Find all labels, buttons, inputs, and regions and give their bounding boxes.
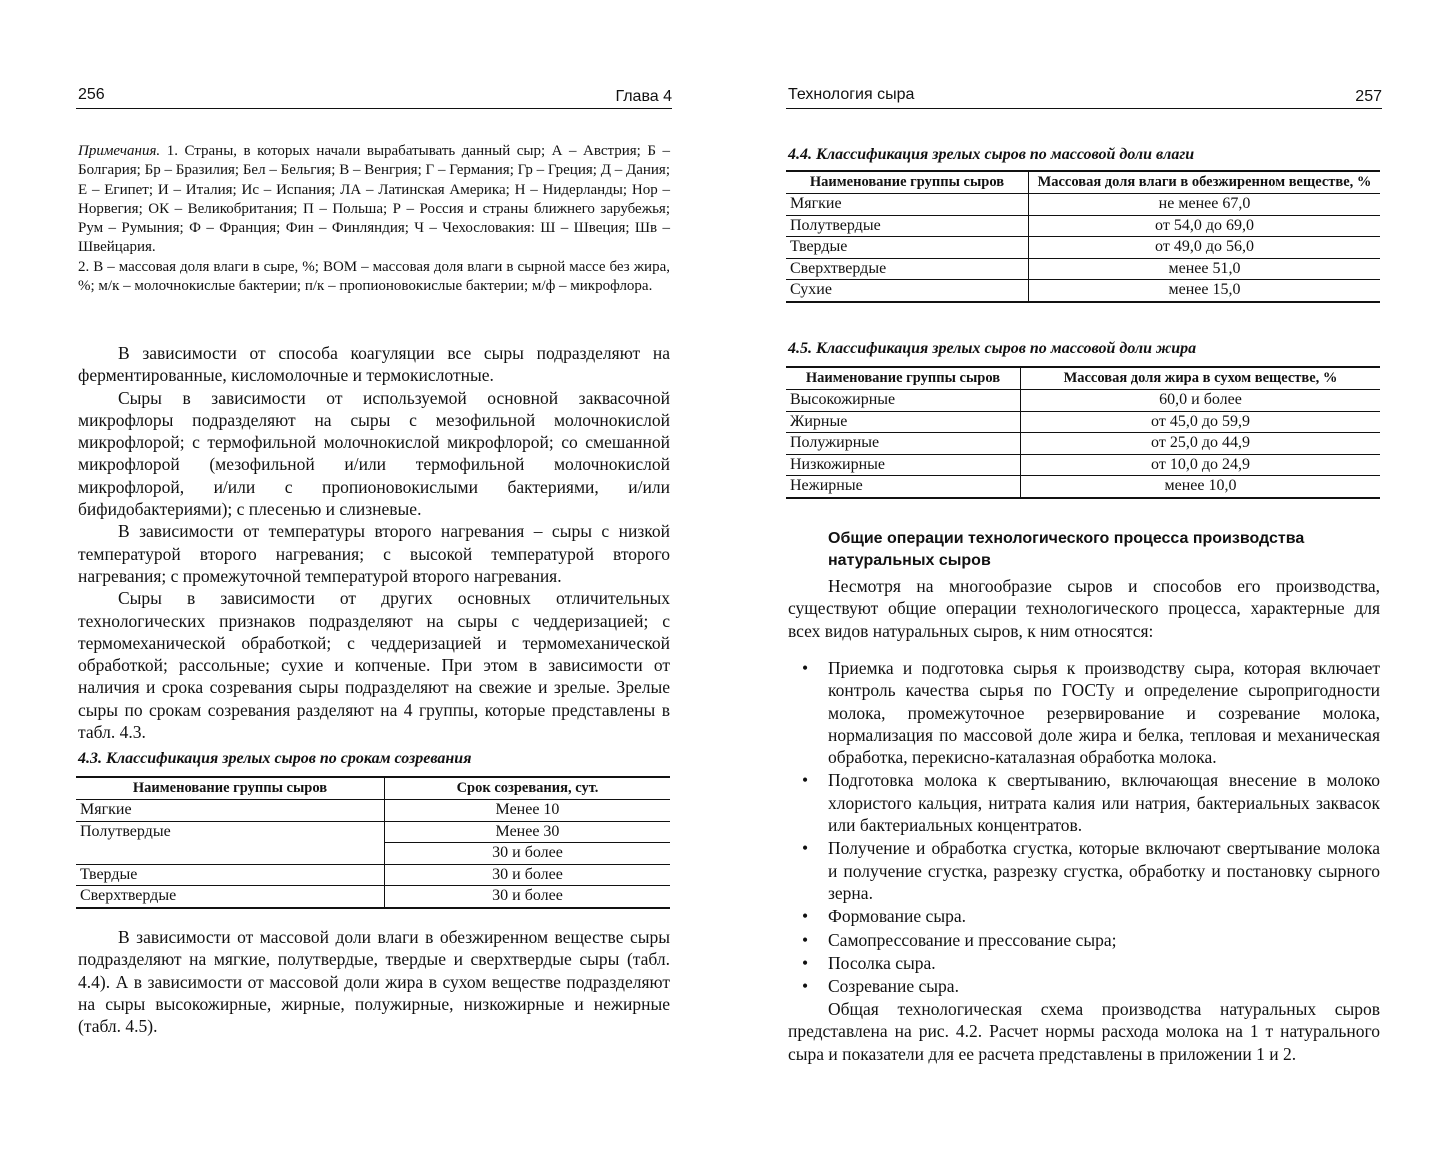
- table-row: [786, 258, 1380, 280]
- table-4-3-caption: 4.3. Классификация зрелых сыров по срокам созревания: [78, 750, 472, 767]
- table-row: [786, 476, 1380, 498]
- table-cell: 30 и более: [385, 843, 671, 865]
- table-cell: 30 и более: [385, 864, 671, 886]
- left-page: [76, 0, 672, 1162]
- table-notes: [78, 142, 670, 296]
- table-cell: Мягкие: [786, 194, 1029, 216]
- table-cell: 30 и более: [385, 886, 671, 908]
- table-cell: менее 51,0: [1029, 258, 1381, 280]
- left-closing-text: [78, 926, 670, 1037]
- table-cell: Жирные: [786, 411, 1021, 433]
- table-row: [786, 194, 1380, 216]
- table-row: [786, 454, 1380, 476]
- table-header: Наименование группы сыров: [76, 777, 385, 800]
- section-title: Общие операции технологического процесса производства натуральных сыров: [828, 530, 1305, 569]
- table-header: Срок созревания, сут.: [385, 777, 671, 800]
- table-cell: Менее 10: [385, 800, 671, 822]
- table-cell: 60,0 и более: [1021, 390, 1381, 412]
- table-cell: Сверхтвердые: [76, 886, 385, 908]
- bullet-icon: •: [802, 838, 809, 859]
- chapter-header: Глава 4: [615, 88, 672, 105]
- list-item-text: Подготовка молока к свертыванию, включающая внесение в молоко хлористого кальция, нитрата калия или натрия, бактериальных заквасок или бактериальных концентратов.: [828, 770, 1380, 836]
- bullet-icon: •: [802, 976, 809, 997]
- table-cell: менее 15,0: [1029, 280, 1381, 302]
- table-cell: Полутвердые: [786, 215, 1029, 237]
- list-item: [788, 769, 1380, 836]
- paragraph: Несмотря на многообразие сыров и способов его производства, существуют общие операции технологического процесса, характерные для всех видов натуральных сыров, к ним относятся:: [788, 576, 1380, 641]
- right-running-header: [786, 86, 1382, 109]
- table-header: Массовая доля влаги в обезжиренном веществе, %: [1029, 171, 1381, 194]
- table-row: [76, 800, 670, 822]
- bullet-icon: •: [802, 929, 809, 950]
- left-body-text: [78, 342, 670, 743]
- table-cell: Нежирные: [786, 476, 1021, 498]
- table-4-4-caption: 4.4. Классификация зрелых сыров по массовой доли влаги: [788, 146, 1195, 163]
- list-item-text: Созревание сыра.: [828, 976, 959, 997]
- table-row: [786, 280, 1380, 302]
- paragraph: Сыры в зависимости от используемой основной заквасочной микрофлоры подразделяют на сыры с мезофильной молочнокислой микрофлорой; с термофильной молочнокислой микрофлорой; со смешанной микрофлорой (мезофильной и/или термофильной молочнокислой микрофлорой, и/или с пропионовокислыми бактериями, и/или бифидобактериями); с плесенью и слизневые.: [78, 387, 670, 520]
- paragraph: Сыры в зависимости от других основных отличительных технологических признаков подразделяют на сыры с чеддеризацией; с термомеханической обработкой; с чеддеризацией и термомеханической обработкой; рассольные; сухие и копченые. При этом в зависимости от наличия и срока созревания сыры подразделяют на свежие и зрелые. Зрелые сыры по срокам созревания разделяют на 4 группы, которые представлены в табл. 4.3.: [78, 588, 670, 743]
- page-number: 256: [78, 86, 105, 103]
- operations-list: [788, 657, 1380, 998]
- table-row: [76, 843, 670, 865]
- table-cell: Твердые: [786, 237, 1029, 259]
- bullet-icon: •: [802, 952, 809, 973]
- table-header: Наименование группы сыров: [786, 367, 1021, 390]
- table-row: [76, 864, 670, 886]
- list-item: [788, 929, 1380, 951]
- table-4-3: [76, 776, 670, 909]
- table-cell: Полутвердые: [80, 822, 171, 840]
- bullet-icon: •: [802, 658, 809, 678]
- table-cell: Низкожирные: [786, 454, 1021, 476]
- table-cell: от 45,0 до 59,9: [1021, 411, 1381, 433]
- table-cell: Полужирные: [786, 433, 1021, 455]
- table-4-4: [786, 170, 1380, 303]
- table-cell: Сверхтвердые: [786, 258, 1029, 280]
- table-cell: Высокожирные: [786, 390, 1021, 412]
- table-row: [786, 237, 1380, 259]
- table-row: [76, 886, 670, 908]
- note-2: 2. В – массовая доля влаги в сыре, %; ВОМ – массовая доля влаги в сырной массе без жира, %; м/к – молочнокислые бактерии; п/к – пропионовокислые бактерии; м/ф – микрофлора.: [78, 258, 670, 295]
- list-item: [788, 837, 1380, 904]
- table-row: [786, 433, 1380, 455]
- table-cell: менее 10,0: [1021, 476, 1381, 498]
- note-1: [78, 142, 670, 258]
- table-4-5-caption: 4.5. Классификация зрелых сыров по массовой доли жира: [788, 340, 1197, 357]
- table-cell: Мягкие: [76, 800, 385, 822]
- table-row: [786, 411, 1380, 433]
- table-row: [786, 215, 1380, 237]
- table-cell: [76, 843, 385, 865]
- table-cell: Твердые: [76, 864, 385, 886]
- table-cell: от 25,0 до 44,9: [1021, 433, 1381, 455]
- list-item-text: Приемка и подготовка сырья к производству сыра, которая включает контроль качества сырья по ГОСТу и определение сыропригодности молока, промежуточное резервирование и созревание молока, нормализация по массовой доле жира и белка, тепловая и механическая обработка, перекисно-каталазная обработка молока.: [828, 658, 1380, 768]
- table-4-5: [786, 366, 1380, 499]
- table-cell: Менее 30: [385, 821, 671, 843]
- list-item-text: Самопрессование и прессование сыра;: [828, 929, 1117, 950]
- intro-text: [788, 575, 1380, 642]
- table-row: [786, 390, 1380, 412]
- list-item: [788, 952, 1380, 974]
- list-item-text: Посолка сыра.: [828, 952, 936, 973]
- right-page: [786, 0, 1382, 1162]
- table-header: Наименование группы сыров: [786, 171, 1029, 194]
- table-cell: от 10,0 до 24,9: [1021, 454, 1381, 476]
- table-cell: не менее 67,0: [1029, 194, 1381, 216]
- list-item-text: Формование сыра.: [828, 906, 966, 927]
- paragraph: В зависимости от температуры второго нагревания – сыры с низкой температурой второго нагревания; с высокой температурой второго нагревания; с промежуточной температурой второго нагревания.: [78, 521, 670, 586]
- list-item: [788, 657, 1380, 768]
- list-item-text: Получение и обработка сгустка, которые включают свертывание молока и получение сгустка, разрезку сгустка, обработку и постановку сырного зерна.: [828, 838, 1380, 903]
- table-header: Массовая доля жира в сухом веществе, %: [1021, 367, 1381, 390]
- right-closing-text: [788, 998, 1380, 1065]
- note-1-text: 1. Страны, в которых начали вырабатывать данный сыр; А – Австрия; Б – Болгария; Бр – Бразилия; Бел – Бельгия; В – Венгрия; Г – Германия; Гр – Греция; Д – Дания; Е – Египет; И – Италия; Ис – Испания; ЛА – Латинская Америка; Н – Нидерланды; Нор – Норвегия; ОК – Великобритания; П – Польша; Р – Россия и страны ближнего зарубежья; Рум – Румыния; Ф – Франция; Фин – Финляндия; Ч – Чехословакия: Ш – Швеция; Шв – Швейцария.: [78, 143, 670, 256]
- page-number: 257: [1355, 88, 1382, 105]
- table-row: [76, 821, 670, 843]
- table-cell: от 54,0 до 69,0: [1029, 215, 1381, 237]
- table-cell: от 49,0 до 56,0: [1029, 237, 1381, 259]
- running-title: Технология сыра: [788, 86, 915, 103]
- list-item: [788, 975, 1380, 997]
- paragraph: В зависимости от массовой доли влаги в обезжиренном веществе сыры подразделяют на мягкие, полутвердые, твердые и сверхтвердые сыры (табл. 4.4). А в зависимости от массовой доли жира в сухом веществе подразделяют на сыры высокожирные, жирные, полужирные, низкожирные и нежирные (табл. 4.5).: [78, 927, 670, 1037]
- bullet-icon: •: [802, 906, 809, 927]
- paragraph: Общая технологическая схема производства натуральных сыров представлена на рис. 4.2. Расчет нормы расхода молока на 1 т натурального сыра и показатели для ее расчета представлены в приложении 1 и 2.: [788, 999, 1380, 1064]
- notes-label: Примечания.: [78, 143, 161, 159]
- table-cell: Сухие: [786, 280, 1029, 302]
- bullet-icon: •: [802, 770, 809, 791]
- list-item: [788, 905, 1380, 927]
- paragraph: В зависимости от способа коагуляции все сыры подразделяют на ферментированные, кисломолочные и термокислотные.: [78, 343, 670, 386]
- left-running-header: [76, 86, 672, 109]
